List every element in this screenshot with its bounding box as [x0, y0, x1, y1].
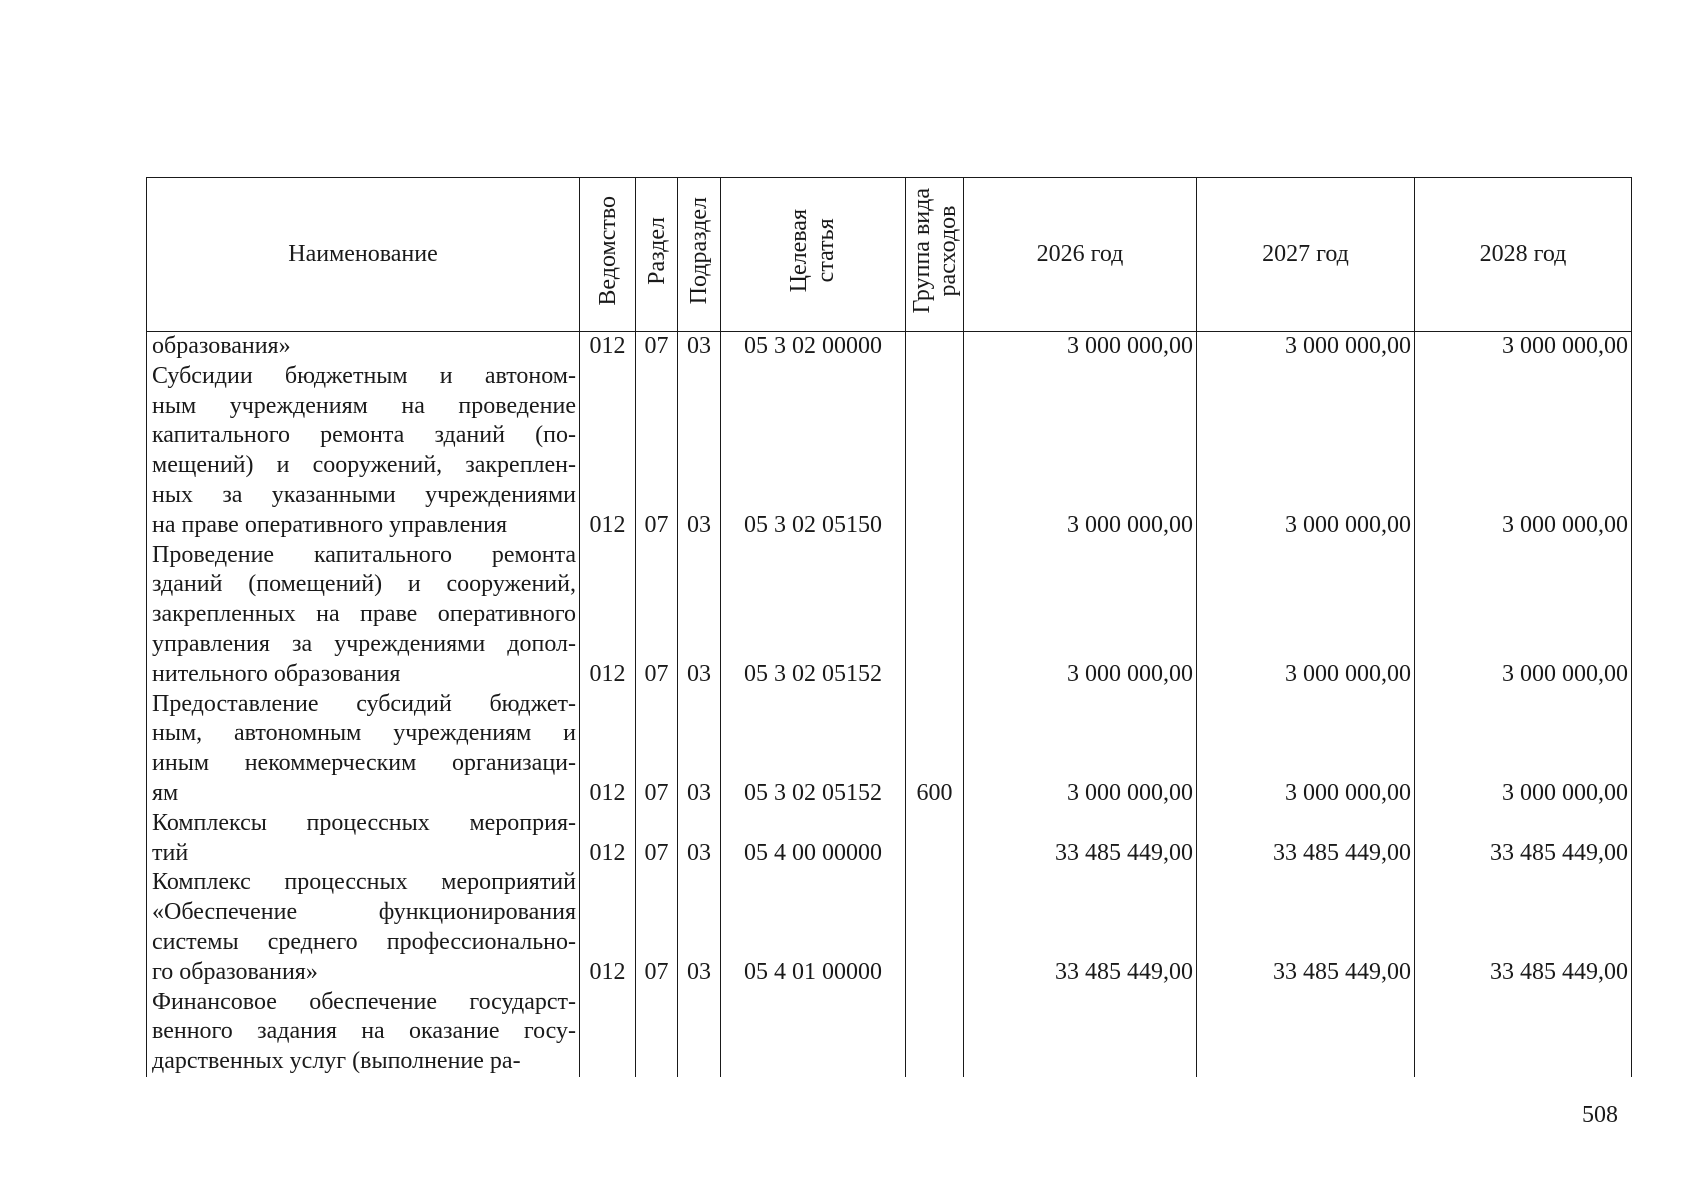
row-name	[147, 332, 580, 362]
header-2028: 2028 год	[1415, 178, 1632, 332]
row-name-line: зданий (помещений) и сооружений,	[152, 571, 576, 598]
row-amount-2027: 33 485 449,00	[1197, 868, 1415, 987]
table-row	[147, 809, 1632, 869]
row-amount-2028: 33 485 449,00	[1415, 809, 1632, 869]
row-name-line: Комплексы процессных мероприя-	[152, 809, 576, 836]
row-name-line: тий	[152, 839, 189, 866]
row-amount-2026: 33 485 449,00	[964, 809, 1197, 869]
header-2026: 2026 год	[964, 178, 1197, 332]
row-name	[147, 541, 580, 690]
row-name-line: на праве оперативного управления	[152, 511, 507, 538]
table-row	[147, 988, 1632, 1077]
row-amount-2026: 3 000 000,00	[964, 362, 1197, 541]
row-amount-2026: 3 000 000,00	[964, 541, 1197, 690]
header-vedomstvo: Ведомство	[580, 178, 636, 332]
row-vedomstvo: 012	[580, 809, 636, 869]
table-row	[147, 362, 1632, 541]
row-podrazdel: 03	[678, 868, 721, 987]
row-podrazdel: 03	[678, 332, 721, 362]
row-celevaya-statya: 05 4 01 00000	[721, 868, 906, 987]
row-podrazdel: 03	[678, 362, 721, 541]
row-podrazdel: 03	[678, 541, 721, 690]
row-name-line: венного задания на оказание госу-	[152, 1018, 576, 1045]
row-amount-2027: 3 000 000,00	[1197, 690, 1415, 809]
budget-document	[146, 177, 1631, 1077]
row-podrazdel: 03	[678, 690, 721, 809]
row-name-line: ных за указанными учреждениями	[152, 481, 576, 508]
row-amount-2026: 33 485 449,00	[964, 868, 1197, 987]
row-celevaya-statya	[721, 988, 906, 1077]
row-name-line: капитального ремонта зданий (по-	[152, 422, 576, 449]
table-row	[147, 690, 1632, 809]
table-body	[147, 332, 1632, 1077]
row-razdel: 07	[636, 809, 678, 869]
row-name-line: Проведение капитального ремонта	[152, 541, 576, 568]
row-name-line: го образования»	[152, 958, 318, 985]
header-razdel: Раздел	[636, 178, 678, 332]
row-vedomstvo: 012	[580, 868, 636, 987]
row-amount-2028: 3 000 000,00	[1415, 362, 1632, 541]
row-vedomstvo: 012	[580, 332, 636, 362]
row-name-line: системы среднего профессионально-	[152, 928, 576, 955]
row-razdel: 07	[636, 690, 678, 809]
row-gruppa-vida-rashodov	[906, 868, 964, 987]
row-celevaya-statya: 05 3 02 05152	[721, 541, 906, 690]
row-name-line: Субсидии бюджетным и автоном-	[152, 362, 576, 389]
row-razdel: 07	[636, 362, 678, 541]
row-name	[147, 362, 580, 541]
row-gruppa-vida-rashodov	[906, 362, 964, 541]
row-razdel	[636, 988, 678, 1077]
row-gruppa-vida-rashodov	[906, 988, 964, 1077]
header-celevaya-statya: Целевая статья	[721, 178, 906, 332]
row-amount-2028: 3 000 000,00	[1415, 690, 1632, 809]
row-name-line: Комплекс процессных мероприятий	[152, 869, 576, 896]
header-name: Наименование	[147, 178, 580, 332]
row-amount-2026: 3 000 000,00	[964, 332, 1197, 362]
row-amount-2027: 33 485 449,00	[1197, 809, 1415, 869]
row-name-line: ям	[152, 779, 179, 806]
row-vedomstvo: 012	[580, 541, 636, 690]
row-vedomstvo: 012	[580, 690, 636, 809]
row-name	[147, 809, 580, 869]
row-amount-2028: 3 000 000,00	[1415, 541, 1632, 690]
row-amount-2027: 3 000 000,00	[1197, 332, 1415, 362]
row-name-line: иным некоммерческим организаци-	[152, 750, 576, 777]
row-amount-2028	[1415, 988, 1632, 1077]
table-row	[147, 868, 1632, 987]
row-name-line: ным учреждениям на проведение	[152, 392, 576, 419]
table-row	[147, 332, 1632, 362]
row-amount-2028: 33 485 449,00	[1415, 868, 1632, 987]
row-razdel: 07	[636, 332, 678, 362]
row-name-line: образования»	[152, 333, 291, 359]
header-2027: 2027 год	[1197, 178, 1415, 332]
row-vedomstvo	[580, 988, 636, 1077]
row-name	[147, 690, 580, 809]
row-amount-2026: 3 000 000,00	[964, 690, 1197, 809]
row-gruppa-vida-rashodov	[906, 332, 964, 362]
row-podrazdel: 03	[678, 809, 721, 869]
row-celevaya-statya: 05 3 02 05152	[721, 690, 906, 809]
table-row	[147, 541, 1632, 690]
row-name	[147, 868, 580, 987]
row-name-line: дарственных услуг (выполнение ра-	[152, 1048, 521, 1075]
row-amount-2027	[1197, 988, 1415, 1077]
row-name-line: «Обеспечение функционирования	[152, 899, 576, 926]
row-name-line: ным, автономным учреждениям и	[152, 720, 576, 747]
table-header	[147, 178, 1632, 332]
row-podrazdel	[678, 988, 721, 1077]
row-name-line: управления за учреждениями допол-	[152, 630, 576, 657]
header-podrazdel: Подраздел	[678, 178, 721, 332]
row-amount-2027: 3 000 000,00	[1197, 362, 1415, 541]
row-celevaya-statya: 05 4 00 00000	[721, 809, 906, 869]
header-gruppa-vida-rashodov: Группа вида расходов	[906, 178, 964, 332]
row-gruppa-vida-rashodov: 600	[906, 690, 964, 809]
budget-table	[146, 177, 1632, 1077]
row-razdel: 07	[636, 868, 678, 987]
row-name-line: Предоставление субсидий бюджет-	[152, 690, 576, 717]
row-name-line: закрепленных на праве оперативного	[152, 601, 576, 628]
row-name-line: мещений) и сооружений, закреплен-	[152, 452, 576, 479]
row-razdel: 07	[636, 541, 678, 690]
row-name-line: нительного образования	[152, 660, 401, 687]
row-amount-2028: 3 000 000,00	[1415, 332, 1632, 362]
row-name	[147, 988, 580, 1077]
page-number: 508	[1582, 1102, 1618, 1128]
row-vedomstvo: 012	[580, 362, 636, 541]
row-celevaya-statya: 05 3 02 05150	[721, 362, 906, 541]
row-gruppa-vida-rashodov	[906, 809, 964, 869]
row-amount-2027: 3 000 000,00	[1197, 541, 1415, 690]
row-gruppa-vida-rashodov	[906, 541, 964, 690]
row-celevaya-statya: 05 3 02 00000	[721, 332, 906, 362]
row-amount-2026	[964, 988, 1197, 1077]
row-name-line: Финансовое обеспечение государст-	[152, 988, 576, 1015]
